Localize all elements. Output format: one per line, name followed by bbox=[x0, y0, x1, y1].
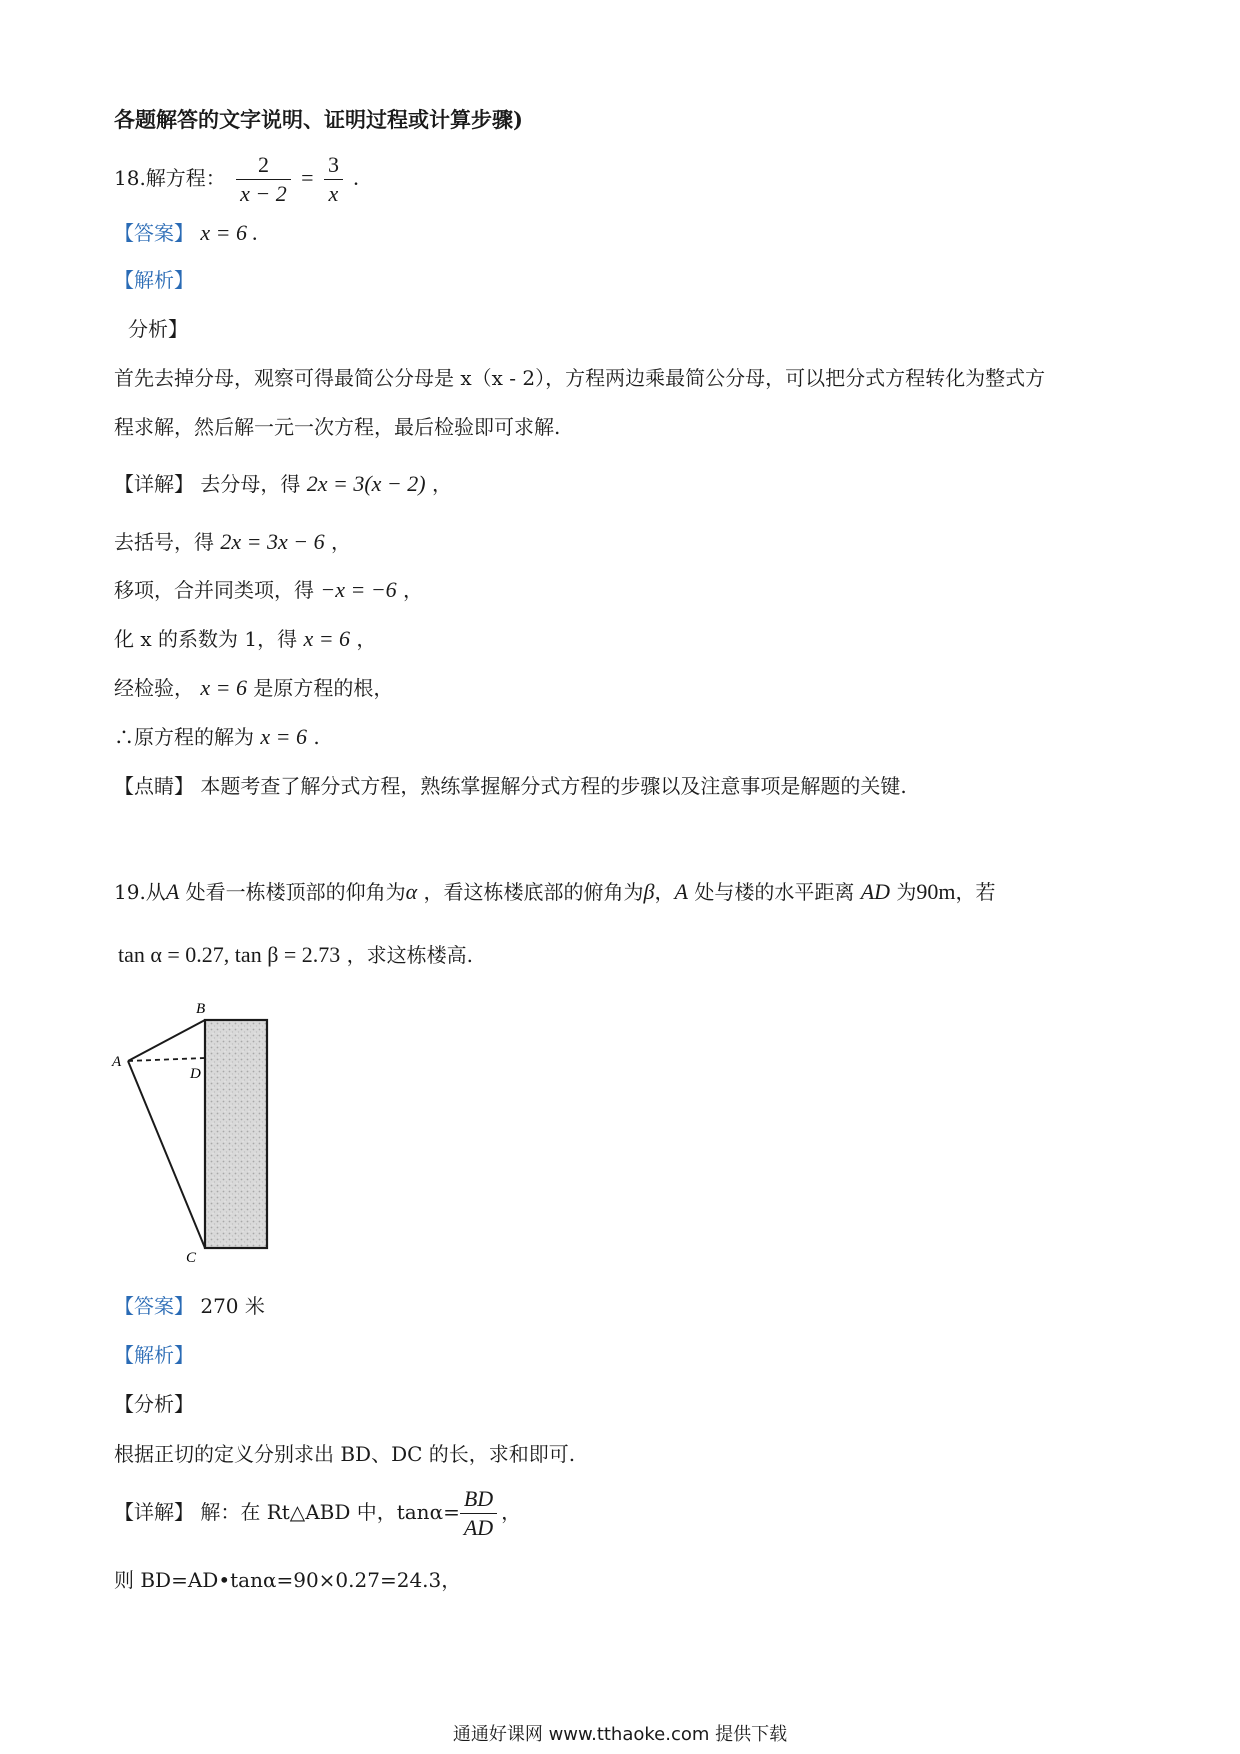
q19-l1-A2: A bbox=[674, 879, 688, 904]
q19-question-line1 bbox=[114, 878, 996, 906]
section-continuation-text: 各题解答的文字说明、证明过程或计算步骤) bbox=[114, 107, 523, 132]
q18-step3 bbox=[114, 576, 423, 604]
q19-detail-num: BD bbox=[460, 1485, 497, 1514]
q19-l1-d: ， bbox=[654, 880, 675, 904]
q18-step4-text: 化 x 的系数为 1，得 bbox=[114, 627, 298, 651]
q19-answer-value: 270 米 bbox=[200, 1294, 265, 1318]
q19-detail-den: AD bbox=[463, 1515, 494, 1540]
label-B: B bbox=[196, 1001, 206, 1017]
q19-l1-c: ，看这栋楼底部的俯角为 bbox=[423, 880, 644, 904]
q18-step4 bbox=[114, 625, 376, 653]
q19-detail-text: 解：在 Rt△ABD 中，tanα= bbox=[200, 1500, 460, 1524]
q18-step3-text: 移项，合并同类项，得 bbox=[114, 578, 314, 602]
q18-detail-tag: 【详解】 bbox=[114, 472, 194, 496]
q19-l1-g: ，若 bbox=[955, 880, 996, 904]
q18-rhs-den: x bbox=[328, 181, 339, 206]
q19-answer-tag: 【答案】 bbox=[114, 1294, 194, 1318]
q19-jiexi-tag: 【解析】 bbox=[114, 1343, 194, 1367]
q19-analysis: 根据正切的定义分别求出 BD、DC 的长，求和即可. bbox=[114, 1442, 576, 1466]
q18-lhs-den: x − 2 bbox=[240, 181, 287, 206]
q19-l1-90: 90m bbox=[916, 879, 956, 904]
q18-step5-math: x = 6 bbox=[200, 675, 247, 700]
q19-fenxi-tag: 【分析】 bbox=[114, 1392, 194, 1416]
q18-eq-tail: . bbox=[353, 165, 359, 190]
q18-step1-text: 去分母，得 bbox=[200, 472, 301, 496]
q19-last-line: 则 BD=AD•tanα=90×0.27=24.3， bbox=[114, 1568, 462, 1592]
q19-l1-b: 处看一栋楼顶部的仰角为 bbox=[185, 880, 406, 904]
q18-dianjing-text: 本题考查了解分式方程，熟练掌握解分式方程的步骤以及注意事项是解题的关键. bbox=[200, 774, 907, 798]
q18-analysis-line1: 首先去掉分母，观察可得最简公分母是 x（x - 2），方程两边乘最简公分母，可以把分式方程转化为整式方 bbox=[114, 366, 1046, 390]
q19-question-line2 bbox=[118, 941, 473, 969]
q18-rhs-fraction bbox=[324, 151, 343, 208]
q18-equals: = bbox=[301, 165, 314, 190]
q18-dianjing-tag: 【点睛】 bbox=[114, 774, 194, 798]
q18-fenxi-tag: 分析】 bbox=[128, 317, 188, 341]
section-continuation bbox=[114, 106, 523, 134]
q19-l1-A: A bbox=[165, 879, 180, 904]
label-D: D bbox=[190, 1066, 201, 1082]
q18-step3-math: −x = −6 bbox=[320, 577, 397, 602]
q18-step5 bbox=[114, 674, 393, 702]
q18-step4-tail: ， bbox=[356, 627, 377, 651]
q19-l2-text: ，求这栋楼高. bbox=[346, 943, 474, 967]
q18-lhs-num: 2 bbox=[236, 151, 291, 180]
q18-answer bbox=[114, 219, 258, 247]
q18-step4-math: x = 6 bbox=[303, 626, 351, 651]
q18-step3-tail: ， bbox=[403, 578, 424, 602]
q18-rhs-num: 3 bbox=[324, 151, 343, 180]
q18-answer-value: x = 6 . bbox=[200, 220, 258, 245]
q19-l1-f: 为 bbox=[896, 880, 917, 904]
q18-step2-math: 2x = 3x − 6 bbox=[220, 529, 325, 554]
q19-detail bbox=[114, 1480, 521, 1544]
building-rect bbox=[205, 1020, 267, 1248]
q18-answer-tag: 【答案】 bbox=[114, 221, 194, 245]
q18-step5-tail: 是原方程的根， bbox=[253, 676, 394, 700]
q18-step1-tail: ， bbox=[431, 472, 452, 496]
q19-l2-math: tan α = 0.27, tan β = 2.73 bbox=[118, 942, 341, 967]
q18-step5-text: 经检验， bbox=[114, 676, 194, 700]
q18-step1-math: 2x = 3(x − 2) bbox=[306, 471, 426, 496]
label-C: C bbox=[186, 1250, 197, 1263]
q18-lhs-fraction bbox=[236, 151, 291, 208]
q19-l1-AD: AD bbox=[860, 879, 891, 904]
q19-answer bbox=[114, 1292, 265, 1320]
page-footer: 通通好课网 www.tthaoke.com 提供下载 bbox=[452, 1724, 788, 1745]
q19-detail-fraction bbox=[460, 1485, 497, 1542]
q18-step2 bbox=[114, 528, 351, 556]
q18-step2-text: 去括号，得 bbox=[114, 530, 214, 554]
q18-prompt: 18.解方程： bbox=[114, 166, 226, 190]
q18-step6 bbox=[114, 723, 320, 751]
line-AD-dashed bbox=[128, 1058, 205, 1061]
label-A: A bbox=[112, 1054, 122, 1070]
q19-detail-tail: ， bbox=[501, 1500, 522, 1524]
q18-detail-step1 bbox=[114, 470, 452, 498]
q19-building-figure bbox=[108, 998, 278, 1263]
q18-question bbox=[114, 148, 359, 208]
line-AC bbox=[128, 1061, 205, 1248]
q18-step2-tail: ， bbox=[330, 530, 351, 554]
q18-step6-text: ∴原方程的解为 bbox=[114, 725, 254, 749]
q18-step6-math: x = 6 bbox=[260, 724, 307, 749]
q19-detail-tag: 【详解】 bbox=[114, 1500, 194, 1524]
q19-l1-e: 处与楼的水平距离 bbox=[694, 880, 855, 904]
q18-step6-tail: . bbox=[313, 725, 320, 749]
q18-dianjing bbox=[114, 772, 907, 800]
line-AB bbox=[128, 1020, 205, 1061]
q19-l1-beta: β bbox=[643, 879, 655, 904]
q19-l1-a: 19.从 bbox=[114, 880, 166, 904]
q18-jiexi-tag: 【解析】 bbox=[114, 268, 194, 292]
q19-l1-alpha: α bbox=[405, 879, 418, 904]
q18-analysis-line2: 程求解，然后解一元一次方程，最后检验即可求解. bbox=[114, 415, 561, 439]
